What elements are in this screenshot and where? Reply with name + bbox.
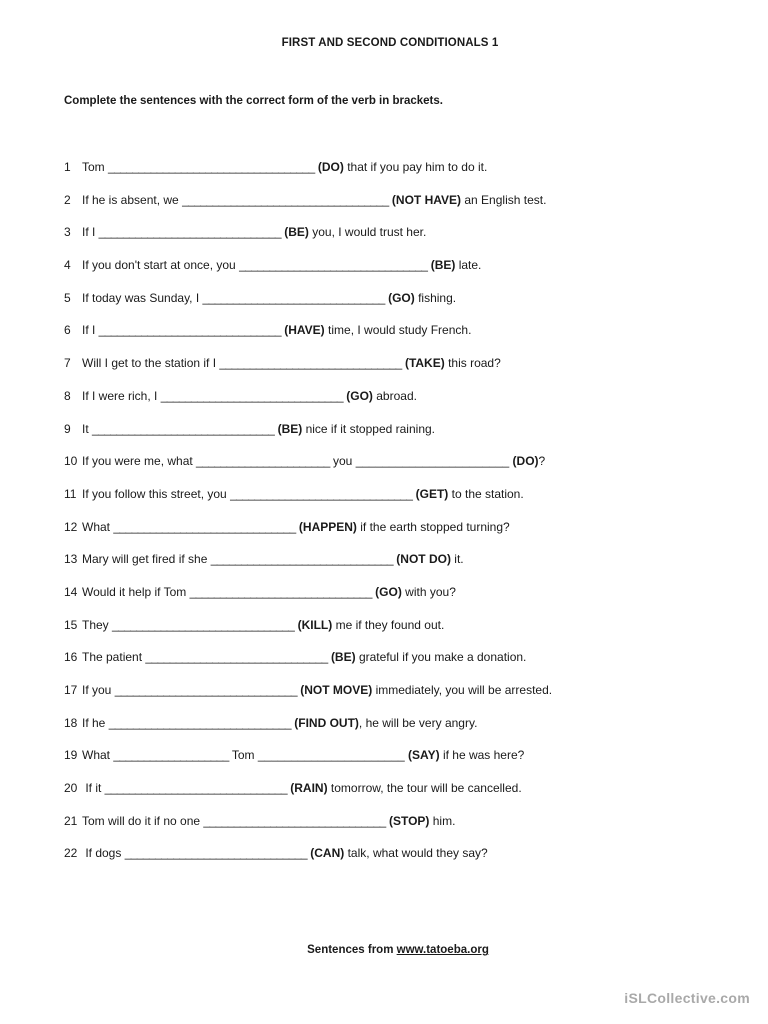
sentence-text-before: If he xyxy=(82,715,109,730)
answer-blank[interactable]: ______________________________ xyxy=(98,225,281,240)
answer-blank[interactable]: __________________________________ xyxy=(108,160,315,174)
answer-blank[interactable]: ______________________________ xyxy=(219,356,402,371)
answer-blank[interactable]: ______________________________ xyxy=(145,650,328,665)
sentence-row xyxy=(64,780,552,813)
instructions: Complete the sentences with the correct form of the verb in brackets. xyxy=(64,95,443,107)
sentence-row xyxy=(64,257,552,290)
answer-blank[interactable]: ______________________________ xyxy=(104,781,287,796)
sentence-row xyxy=(64,551,552,584)
sentence-number: 10 xyxy=(64,454,78,469)
sentence-text-before: If I were rich, I xyxy=(82,388,161,403)
sentence-row xyxy=(64,290,552,323)
verb-hint: (BE) xyxy=(284,225,309,240)
sentence-row xyxy=(64,421,552,454)
sentence-text-after: him. xyxy=(429,813,456,828)
sentence-number: 22 xyxy=(64,846,78,861)
sentence-number: 16 xyxy=(64,650,78,665)
sentence-row xyxy=(64,584,552,617)
answer-blank[interactable]: ______________________________ xyxy=(108,715,291,730)
verb-hint: (NOT DO) xyxy=(396,552,451,567)
sentence-text-after: this road? xyxy=(444,356,501,371)
sentence-text-before: Would it help if Tom xyxy=(82,584,190,599)
verb-hint: (KILL) xyxy=(297,617,333,632)
verb-hint: (CAN) xyxy=(310,846,345,861)
sentence-number: 14 xyxy=(64,584,78,599)
verb-hint: (STOP) xyxy=(388,813,430,828)
answer-blank[interactable]: ______________________________ xyxy=(98,323,281,338)
answer-blank[interactable]: ______________________________ xyxy=(230,486,413,501)
sentence-text-before: Mary will get fired if she xyxy=(82,552,211,567)
verb-hint: (DO) xyxy=(317,160,344,174)
verb-hint: (GET) xyxy=(415,486,449,501)
footer-prefix: Sentences from xyxy=(307,944,397,956)
sentence-text-after: nice if it stopped raining. xyxy=(302,421,435,436)
sentence-row xyxy=(64,192,552,225)
sentence-text-after: with you? xyxy=(401,584,456,599)
sentence-number: 8 xyxy=(64,388,71,403)
sentence-text-after: grateful if you make a donation. xyxy=(355,650,527,665)
sentence-text-after: that if you pay him to do it. xyxy=(343,160,488,174)
sentence-text-before: If I xyxy=(82,323,99,338)
sentence-text-before: It xyxy=(82,421,93,436)
sentence-text-before: They xyxy=(82,617,113,632)
answer-blank[interactable]: ______________________________ xyxy=(202,290,385,305)
sentence-number: 6 xyxy=(64,323,71,338)
sentence-number: 2 xyxy=(64,192,71,207)
verb-hint: (GO) xyxy=(346,388,373,403)
source-link[interactable]: www.tatoeba.org xyxy=(396,944,489,956)
sentence-number: 4 xyxy=(64,258,71,273)
watermark-logo: iSLCollective.com xyxy=(624,990,750,1006)
sentence-text-after: immediately, you will be arrested. xyxy=(372,683,553,697)
answer-blank[interactable]: ______________________________ xyxy=(189,584,372,599)
verb-hint: (GO) xyxy=(388,290,415,305)
sentence-row xyxy=(64,322,552,355)
sentence-number: 7 xyxy=(64,356,71,371)
sentence-row xyxy=(64,813,552,846)
answer-blank[interactable]: ___________________ xyxy=(113,748,229,763)
sentence-text-after: tomorrow, the tour will be cancelled. xyxy=(327,781,522,796)
sentence-text-after: late. xyxy=(455,258,482,273)
sentence-text-before: If I xyxy=(82,225,99,240)
sentence-row xyxy=(64,682,552,715)
sentence-text-after: it. xyxy=(450,552,464,567)
sentence-text-before: If he is absent, we xyxy=(82,192,183,207)
sentence-text-after: an English test. xyxy=(461,192,547,207)
footer xyxy=(0,944,768,956)
sentence-row xyxy=(64,453,552,486)
sentence-text-after: talk, what would they say? xyxy=(344,846,488,861)
answer-blank[interactable]: ______________________________ xyxy=(160,388,343,403)
answer-blank[interactable]: ______________________________ xyxy=(203,813,386,828)
sentence-row xyxy=(64,845,552,878)
sentence-text-before: What xyxy=(82,748,114,763)
sentence-row xyxy=(64,747,552,780)
verb-hint: (NOT HAVE) xyxy=(391,192,462,207)
verb-hint: (HAVE) xyxy=(284,323,325,338)
sentence-text-after: to the station. xyxy=(448,486,524,501)
sentence-text-before: If you follow this street, you xyxy=(82,486,231,501)
verb-hint: (NOT MOVE) xyxy=(300,683,373,697)
sentence-row xyxy=(64,224,552,257)
sentence-row xyxy=(64,159,552,192)
sentence-text-after: me if they found out. xyxy=(332,617,445,632)
sentence-row xyxy=(64,519,552,552)
sentence-number: 13 xyxy=(64,552,78,567)
sentence-number: 5 xyxy=(64,290,71,305)
sentence-row xyxy=(64,388,552,421)
sentence-number: 17 xyxy=(64,683,78,697)
sentence-text-before: If dogs xyxy=(82,846,125,861)
worksheet-title: FIRST AND SECOND CONDITIONALS 1 xyxy=(281,37,499,49)
verb-hint: (TAKE) xyxy=(404,356,445,371)
sentence-number: 18 xyxy=(64,715,78,730)
verb-hint: (RAIN) xyxy=(290,781,328,796)
answer-blank[interactable]: ______________________________ xyxy=(210,552,393,567)
sentence-text-before: If you xyxy=(82,683,115,697)
sentence-text-before: Tom will do it if no one xyxy=(82,813,204,828)
sentence-number: 12 xyxy=(64,519,78,534)
sentence-row xyxy=(64,355,552,388)
verb-hint: (HAPPEN) xyxy=(298,519,357,534)
verb-hint: (BE) xyxy=(430,258,456,273)
sentence-number: 21 xyxy=(64,813,78,828)
sentence-text-before: Will I get to the station if I xyxy=(82,356,220,371)
sentence-text-after: you _______________________ (DO)? xyxy=(329,454,546,469)
sentence-text-before: Tom xyxy=(82,160,109,174)
sentence-row xyxy=(64,715,552,748)
sentence-row xyxy=(64,649,552,682)
sentence-text-before: If it xyxy=(82,781,105,796)
sentence-text-after: you, I would trust her. xyxy=(308,225,427,240)
sentence-text-after: , he will be very angry. xyxy=(358,715,478,730)
sentence-text-before: The patient xyxy=(82,650,146,665)
sentence-text-after: fishing. xyxy=(414,290,457,305)
answer-blank[interactable]: ______________________________ xyxy=(112,617,295,632)
sentence-number: 11 xyxy=(64,486,77,501)
sentence-text-after: if the earth stopped turning? xyxy=(356,519,510,534)
sentence-number: 1 xyxy=(64,160,71,174)
verb-hint: (FIND OUT) xyxy=(294,715,359,730)
answer-blank[interactable]: ______________________________ xyxy=(124,846,307,861)
answer-blank[interactable]: __________________________________ xyxy=(182,192,389,207)
answer-blank[interactable]: _______________________________ xyxy=(239,258,428,273)
sentence-number: 20 xyxy=(64,781,78,796)
sentence-text-before: If you were me, what xyxy=(82,454,197,469)
sentence-text-before: What xyxy=(82,519,114,534)
answer-blank[interactable]: ______________________ xyxy=(196,454,330,469)
sentence-row xyxy=(64,486,552,519)
sentence-text-after: Tom ______________________ (SAY) if he was here? xyxy=(228,748,525,763)
answer-blank[interactable]: ______________________________ xyxy=(113,519,296,534)
answer-blank[interactable]: ______________________________ xyxy=(92,421,275,436)
verb-hint: (GO) xyxy=(375,584,402,599)
sentence-text-after: time, I would study French. xyxy=(324,323,472,338)
sentence-number: 19 xyxy=(64,748,78,763)
exercise-list xyxy=(64,159,552,878)
sentence-text-before: If you don't start at once, you xyxy=(82,258,240,273)
sentence-number: 9 xyxy=(64,421,71,436)
sentence-number: 15 xyxy=(64,617,78,632)
sentence-text-before: If today was Sunday, I xyxy=(82,290,203,305)
sentence-text-after: abroad. xyxy=(372,388,417,403)
sentence-number: 3 xyxy=(64,225,71,240)
verb-hint: (BE) xyxy=(330,650,356,665)
verb-hint: (BE) xyxy=(277,421,303,436)
sentence-row xyxy=(64,617,552,650)
answer-blank[interactable]: ______________________________ xyxy=(114,683,297,697)
